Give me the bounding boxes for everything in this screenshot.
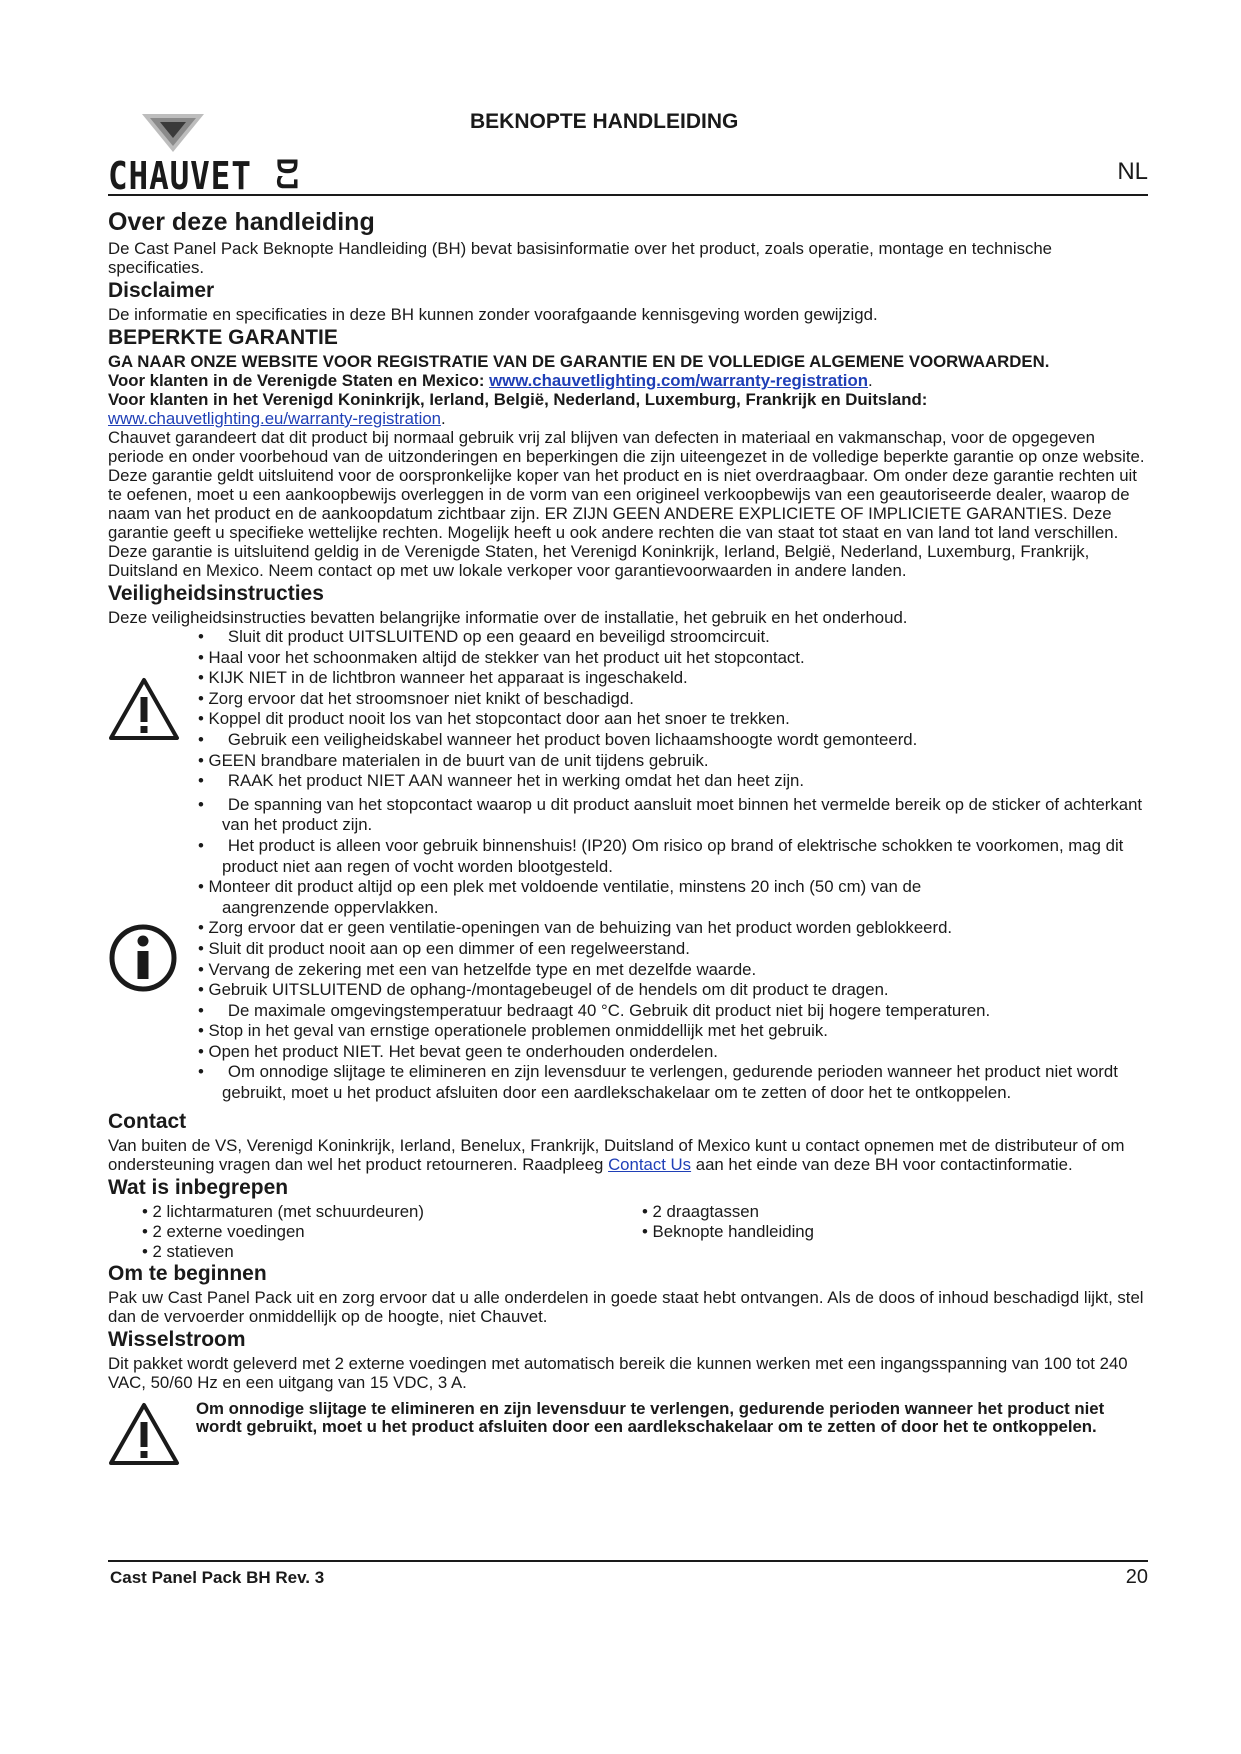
- safety-item: • Sluit dit product UITSLUITEND op een geaard en beveiligd stroomcircuit.: [198, 627, 770, 646]
- ac-warning-text: Om onnodige slijtage te elimineren en zijn levensduur te verlengen, gedurende perioden wanneer het product niet wordt gebruikt, moet u het product afsluiten door een aardlekschakelaar om te zetten of door het te ontkoppelen.: [196, 1398, 1105, 1436]
- disclaimer-text: De informatie en specificaties in deze BH kunnen zonder voorafgaande kennisgeving worden gewijzigd.: [108, 305, 878, 324]
- ac-heading: Wisselstroom: [108, 1327, 246, 1351]
- warranty-us-label: Voor klanten in de Verenigde Staten en Mexico:: [108, 371, 485, 390]
- safety-heading: Veiligheidsinstructies: [108, 582, 324, 605]
- safety-item-continued: aangrenzende oppervlakken.: [222, 897, 439, 917]
- warning-triangle-icon: [108, 1402, 180, 1466]
- included-heading: Wat is inbegrepen: [108, 1175, 289, 1199]
- warranty-body: Chauvet garandeert dat dit product bij normaal gebruik vrij zal blijven van defecten in materiaal en vakmanschap, voor de opgegeven periode en onder voorbehoud van de uitzonderingen en beperkingen die zijn uiteengezet in de volledige beperkte garantie op onze website. Deze garantie geldt uitsluitend voor de oorspronkelijke koper van het product en is niet overdraagbaar. Om onder deze garantie rechten uit te oefenen, moet u een aankoopbewijs overleggen in de vorm van een origineel verkoopbewijs van een geautoriseerde dealer, waarop de naam van het product en de aankoopdatum zichtbaar zijn. ER ZIJN GEEN ANDERE EXPLICIETE OF IMPLICIETE GARANTIES. Deze garantie geeft u specifieke wettelijke rechten. Mogelijk heeft u ook andere rechten die van staat tot staat en van land tot land verschillen. Deze garantie is uitsluitend geldig in de Verenigde Staten, het Verenigd Koninkrijk, Ierland, België, Nederland, Luxemburg, Frankrijk, Duitsland en Mexico. Neem contact op met uw lokale verkoper voor garantievoorwaarden in andere landen.: [108, 428, 1145, 580]
- warranty-us-link[interactable]: www.chauvetlighting.com/warranty-registration: [489, 371, 868, 390]
- warranty-eu-link[interactable]: www.chauvetlighting.eu/warranty-registration: [108, 409, 441, 428]
- page-number: 20: [1125, 1566, 1148, 1588]
- safety-list: [108, 627, 1148, 1104]
- included-right-column: [642, 1202, 1142, 1262]
- info-circle-icon: [108, 923, 178, 993]
- footer-rule: [108, 1560, 1148, 1562]
- start-heading: Om te beginnen: [108, 1261, 267, 1285]
- language-code: NL: [1117, 158, 1148, 185]
- safety-item: • De maximale omgevingstemperatuur bedraagt 40 °C. Gebruik dit product niet bij hogere temperaturen.: [198, 1000, 991, 1020]
- safety-item: • GEEN brandbare materialen in de buurt van de unit tijdens gebruik.: [198, 750, 709, 770]
- warranty-eu-label: Voor klanten in het Verenigd Koninkrijk, Ierland, België, Nederland, Luxemburg, Frankrijk en Duitsland:: [108, 390, 928, 409]
- included-item: • 2 statieven: [142, 1241, 234, 1261]
- included-item: • Beknopte handleiding: [642, 1221, 814, 1241]
- warranty-heading: BEPERKTE GARANTIE: [108, 326, 338, 349]
- safety-item: • Om onnodige slijtage te elimineren en zijn levensduur te verlengen, gedurende perioden wanneer het product niet wordt gebruikt, moet u het product afsluiten door een aardlekschakelaar om te zetten of door het te ontkoppelen.: [198, 1062, 1118, 1103]
- safety-item: • KIJK NIET in de lichtbron wanneer het apparaat is ingeschakeld.: [198, 668, 688, 688]
- logo-dj-mark: DJ: [270, 157, 304, 192]
- safety-item: • Vervang de zekering met een van hetzelfde type en met dezelfde waarde.: [198, 959, 757, 979]
- about-heading: Over deze handleiding: [108, 208, 375, 236]
- about-text: De Cast Panel Pack Beknopte Handleiding (BH) bevat basisinformatie over het product, zoals operatie, montage en technische specificaties.: [108, 239, 1053, 277]
- safety-item: • Het product is alleen voor gebruik binnenshuis! (IP20) Om risico op brand of elektrische schokken te voorkomen, mag dit product niet aan regen of vocht worden blootgesteld.: [198, 835, 1124, 876]
- footer-document-name: Cast Panel Pack BH Rev. 3: [110, 1568, 325, 1587]
- header-rule: [108, 194, 1148, 196]
- safety-intro: Deze veiligheidsinstructies bevatten belangrijke informatie over de installatie, het gebruik en het onderhoud.: [108, 608, 908, 627]
- warranty-us-line: Voor klanten in de Verenigde Staten en Mexico: www.chauvetlighting.com/warranty-registration.: [108, 371, 873, 390]
- warning-triangle-icon: [108, 677, 180, 741]
- warranty-eu-line: www.chauvetlighting.eu/warranty-registration.: [108, 409, 446, 428]
- footer: [108, 1560, 1148, 1588]
- start-text: Pak uw Cast Panel Pack uit en zorg ervoor dat u alle onderdelen in goede staat hebt ontvangen. Als de doos of inhoud beschadigd lijkt, stel dan de vervoerder onmiddellijk op de hoogte, niet Chauvet.: [108, 1287, 1144, 1326]
- safety-item: • Zorg ervoor dat het stroomsnoer niet knikt of beschadigd.: [198, 688, 634, 708]
- safety-item: • Open het product NIET. Het bevat geen te onderhouden onderdelen.: [198, 1041, 718, 1061]
- included-left-column: [142, 1202, 642, 1262]
- document-title: BEKNOPTE HANDLEIDING: [470, 110, 739, 133]
- page: [108, 100, 1148, 1436]
- safety-item: • Zorg ervoor dat er geen ventilatie-openingen van de behuizing van het product worden geblokkeerd.: [198, 918, 953, 938]
- safety-item: • Gebruik UITSLUITEND de ophang-/montagebeugel of de hendels om dit product te dragen.: [198, 980, 889, 1000]
- safety-item: • De spanning van het stopcontact waarop u dit product aansluit moet binnen het vermelde bereik op de sticker of achterkant van het product zijn.: [198, 794, 1143, 835]
- contact-us-link[interactable]: Contact Us: [608, 1154, 692, 1174]
- safety-item: • Koppel dit product nooit los van het stopcontact door aan het snoer te trekken.: [198, 709, 790, 729]
- safety-item: • Haal voor het schoonmaken altijd de stekker van het product uit het stopcontact.: [198, 647, 805, 667]
- safety-item: • RAAK het product NIET AAN wanneer het in werking omdat het dan heet zijn.: [198, 771, 805, 791]
- safety-item: • Stop in het geval van ernstige operationele problemen onmiddellijk met het gebruik.: [198, 1021, 828, 1041]
- chauvet-logo: [108, 114, 304, 198]
- included-list: [108, 1202, 1148, 1262]
- disclaimer-heading: Disclaimer: [108, 279, 215, 302]
- warranty-registration-notice: GA NAAR ONZE WEBSITE VOOR REGISTRATIE VAN DE GARANTIE EN DE VOLLEDIGE ALGEMENE VOORWAARDEN.: [108, 352, 1050, 371]
- ac-text: Dit pakket wordt geleverd met 2 externe voedingen met automatisch bereik die kunnen werken met een ingangsspanning van 100 tot 240 VAC, 50/60 Hz en een uitgang van 15 VDC, 3 A.: [108, 1353, 1128, 1392]
- header: [108, 100, 1148, 198]
- ac-warning: [108, 1400, 1148, 1436]
- safety-item: • Gebruik een veiligheidskabel wanneer het product boven lichaamshoogte wordt gemonteerd.: [198, 729, 918, 749]
- logo-wordmark: CHAUVET: [108, 154, 252, 198]
- included-item: • 2 lichtarmaturen (met schuurdeuren): [142, 1201, 424, 1221]
- logo-light-beam-icon: [142, 114, 204, 152]
- contact-heading: Contact: [108, 1109, 187, 1133]
- included-item: • 2 draagtassen: [642, 1201, 759, 1221]
- safety-item: • Sluit dit product nooit aan op een dimmer of een regelweerstand.: [198, 938, 690, 958]
- contact-text: Van buiten de VS, Verenigd Koninkrijk, Ierland, Benelux, Frankrijk, Duitsland of Mexico kunt u contact opnemen met de distributeur of om ondersteuning vragen dan wel het product retourneren. Raadpleeg Contact Us aan het einde van deze BH voor contactinformatie.: [108, 1135, 1125, 1174]
- included-item: • 2 externe voedingen: [142, 1221, 305, 1241]
- safety-item: • Monteer dit product altijd op een plek met voldoende ventilatie, minstens 20 inch (50 cm) van de: [198, 877, 922, 897]
